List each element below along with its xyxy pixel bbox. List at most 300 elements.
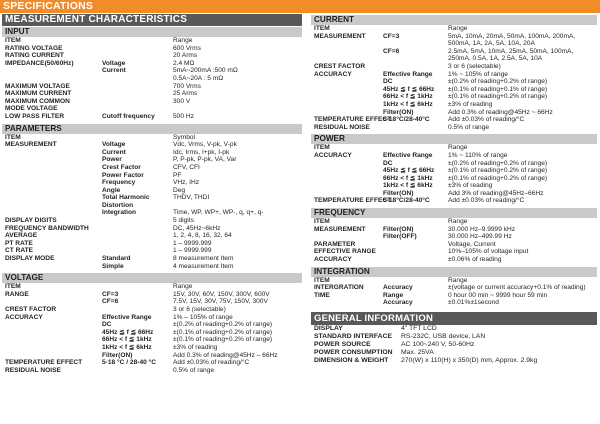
spec-row <box>311 124 597 132</box>
spec-condition: Standard <box>102 255 131 263</box>
spec-item: ITEM <box>314 25 330 32</box>
section-gap <box>311 131 597 133</box>
spec-value: 3 or 6 (selectable) <box>448 62 501 70</box>
spec-condition <box>102 105 173 113</box>
spec-value: THDV, THDI <box>173 194 210 202</box>
spec-condition <box>383 248 448 256</box>
spec-row <box>2 359 302 367</box>
spec-row <box>2 52 302 60</box>
spec-row <box>2 187 302 195</box>
spec-row <box>311 40 597 48</box>
spec-row <box>2 134 302 142</box>
spec-condition: CF=6 <box>383 47 400 55</box>
spec-condition: DC <box>383 78 393 86</box>
section-title: VOLTAGE <box>2 273 302 283</box>
spec-condition: Accuracy <box>383 299 413 307</box>
spec-row <box>311 248 597 256</box>
spec-value: Range <box>173 283 193 291</box>
spec-row <box>2 45 302 53</box>
spec-condition <box>383 218 448 226</box>
spec-value: Voltage, Current <box>448 240 496 248</box>
spec-condition <box>383 40 448 48</box>
spec-row <box>2 217 302 225</box>
spec-value: Deg <box>173 186 186 194</box>
spec-item: INTERGRATION <box>314 284 364 292</box>
spec-value: ±3% of reading <box>448 182 493 190</box>
spec-row <box>2 344 302 352</box>
spec-item <box>2 149 102 157</box>
spec-item <box>2 321 102 329</box>
spec-condition <box>383 124 448 132</box>
spec-item: RATING CURRENT <box>5 52 64 60</box>
spec-item: LOW PASS FILTER <box>5 112 65 120</box>
spec-row <box>311 101 597 109</box>
general-label: STANDARD INTERFACE <box>314 332 393 340</box>
spec-value: Idc, Irms, I+pk, I-pk <box>173 148 230 156</box>
spec-value: 15V, 30V, 60V, 150V, 300V, 600V <box>173 290 270 298</box>
spec-condition: 45Hz ≦ f ≦ 66Hz <box>383 167 435 175</box>
spec-item: EFFECTIVE RANGE <box>314 248 376 256</box>
spec-item <box>2 298 102 306</box>
spec-value: ±3% of reading <box>173 343 218 351</box>
spec-row <box>2 240 302 248</box>
spec-row <box>311 86 597 94</box>
general-value: Max. 25VA <box>401 348 434 356</box>
spec-item <box>2 179 102 187</box>
spec-item: ITEM <box>5 283 21 291</box>
spec-item: ITEM <box>314 218 330 226</box>
spec-item: ITEM <box>5 133 21 141</box>
spec-row <box>311 218 597 226</box>
spec-value: Range <box>173 37 193 44</box>
spec-value: P, P-pk, P-pk, VA, Var <box>173 156 237 164</box>
spec-row <box>2 283 302 291</box>
spec-value: 0.5% of range <box>173 366 215 374</box>
spec-row <box>311 226 597 234</box>
spec-condition <box>383 55 448 63</box>
spec-item <box>2 336 102 344</box>
spec-item: RATING VOLTAGE <box>5 44 63 52</box>
spec-item: RESIDUAL NOISE <box>314 123 370 131</box>
spec-value: 5mA~200mA :500 mΩ <box>173 67 238 75</box>
spec-row <box>311 182 597 190</box>
spec-item <box>311 48 383 56</box>
spec-value: 25 Arms <box>173 90 198 98</box>
spec-item: MAXIMUM COMMON <box>5 97 70 105</box>
spec-item: ITEM <box>5 37 21 44</box>
spec-condition: CF=3 <box>383 32 400 40</box>
spec-item <box>2 344 102 352</box>
spec-condition: 66Hz < f ≦ 1kHz <box>383 174 433 182</box>
spec-row <box>311 144 597 152</box>
spec-value: 250mA, 0.5A, 1A, 2.5A, 5A, 10A <box>448 55 543 63</box>
spec-item <box>2 164 102 172</box>
spec-value: 500mA, 1A, 2A, 5A, 10A, 20A <box>448 40 535 48</box>
spec-row <box>311 78 597 86</box>
spec-condition <box>383 256 448 264</box>
spec-value: ±(0.1% of reading+0.2% of range) <box>173 328 273 336</box>
left-sections <box>2 27 302 376</box>
spec-row <box>311 63 597 71</box>
spec-row <box>311 197 597 205</box>
section-input <box>2 27 302 123</box>
spec-row <box>2 149 302 157</box>
spec-item <box>311 101 383 109</box>
spec-value: ±(0.2% of reading+0.2% of range) <box>448 78 548 86</box>
spec-value: CFV, CFI <box>173 163 200 171</box>
spec-item <box>2 263 102 271</box>
spec-row <box>2 90 302 98</box>
general-rows <box>311 325 597 365</box>
spec-row <box>2 113 302 121</box>
spec-value: 0.5A~20A : 5 mΩ <box>173 74 224 82</box>
general-value: AC 100~240 V, 50-60Hz <box>401 340 475 348</box>
spec-row <box>311 256 597 264</box>
spec-item <box>311 86 383 94</box>
spec-value: 1 – 9999.999 <box>173 239 212 247</box>
spec-value: 30.000 Hz–499.99 Hz <box>448 233 512 241</box>
spec-item <box>311 190 383 198</box>
spec-condition: 1kHz < f ≦ 6kHz <box>102 343 152 351</box>
spec-condition: Voltage <box>102 141 126 149</box>
spec-item: ITEM <box>314 276 330 284</box>
spec-item: MAXIMUM VOLTAGE <box>5 82 70 90</box>
spec-condition: 5-18°C/28-40°C <box>383 197 430 205</box>
spec-value: 3 or 6 (selectable) <box>173 306 226 313</box>
spec-value: ±(0.1% of reading+0.2% of range) <box>173 336 273 344</box>
spec-item <box>2 67 102 75</box>
spec-row <box>311 284 597 292</box>
spec-value: 600 Vrms <box>173 44 201 52</box>
spec-row <box>2 321 302 329</box>
spec-value <box>173 105 302 113</box>
spec-value: Range <box>448 218 468 226</box>
spec-value: 500 Hz <box>173 112 194 120</box>
spec-row <box>311 277 597 285</box>
spec-condition: 66Hz < f ≦ 1kHz <box>383 93 433 101</box>
spec-value: Add ±0.03% of reading/°C <box>448 116 525 124</box>
spec-row <box>311 160 597 168</box>
spec-item <box>311 299 383 307</box>
spec-item: RANGE <box>5 290 29 298</box>
spec-row <box>2 367 302 375</box>
spec-value: Range <box>448 144 468 152</box>
spec-item <box>311 93 383 101</box>
spec-condition: 1kHz < f ≦ 6kHz <box>383 182 433 190</box>
spec-item <box>2 172 102 180</box>
spec-item <box>2 209 102 217</box>
spec-value: ±0.01%±1second <box>448 299 499 307</box>
specifications-banner: SPECIFICATIONS <box>0 0 600 13</box>
spec-item: CREST FACTOR <box>5 306 57 313</box>
section-gap <box>2 374 302 376</box>
spec-row <box>2 172 302 180</box>
spec-row <box>2 179 302 187</box>
spec-value: 4 measurement Item <box>173 262 234 270</box>
spec-item: TEMPERATURE EFFECT <box>314 197 392 205</box>
spec-value: 5 digits <box>173 217 194 225</box>
spec-row <box>2 232 302 240</box>
spec-condition: Crest Factor <box>102 163 141 171</box>
spec-condition <box>383 241 448 249</box>
spec-row <box>2 291 302 299</box>
general-label: DISPLAY <box>314 325 343 332</box>
spec-value: Add 0.3% of reading@45Hz ~ 66Hz <box>448 108 553 116</box>
spec-condition: Cutoff frequency <box>102 112 155 120</box>
spec-row <box>2 164 302 172</box>
spec-value: Add ±0.03% of reading/°C <box>448 197 525 205</box>
spec-value: 300 V <box>173 97 191 105</box>
spec-condition: 5-18 °C / 28-40 °C <box>102 359 157 367</box>
spec-condition: 45Hz ≦ f ≦ 66Hz <box>383 85 435 93</box>
spec-item <box>311 78 383 86</box>
spec-item <box>2 352 102 360</box>
spec-row <box>311 175 597 183</box>
spec-value: ±(0.1% of reading+0.2% of range) <box>448 174 548 182</box>
spec-row <box>2 255 302 263</box>
general-row <box>311 325 597 333</box>
spec-item: DISPLAY MODE <box>5 255 55 263</box>
spec-value: 8 measurement Item <box>173 255 234 263</box>
spec-item <box>311 175 383 183</box>
general-label: POWER SOURCE <box>314 340 371 348</box>
measurement-characteristics-title: MEASUREMENT CHARACTERISTICS <box>2 14 302 26</box>
section-frequency <box>311 208 597 266</box>
spec-condition: Current <box>102 148 126 156</box>
spec-condition: DC <box>383 159 393 167</box>
spec-row <box>2 298 302 306</box>
spec-item <box>311 160 383 168</box>
spec-condition <box>102 225 173 233</box>
spec-condition: Simple <box>102 262 124 270</box>
spec-value: 0 hour 00 min ~ 9999 hour 59 min <box>448 291 548 299</box>
spec-value: Add 0.3% of reading@45Hz – 66Hz <box>173 351 278 359</box>
spec-row <box>311 33 597 41</box>
spec-value: Symbol <box>173 133 195 141</box>
spec-value: ±(0.2% of reading+0.2% of range) <box>448 159 548 167</box>
spec-condition: Power <box>102 156 122 164</box>
spec-row <box>311 152 597 160</box>
spec-condition <box>102 83 173 91</box>
spec-value: Range <box>448 25 468 32</box>
spec-condition: 1kHz < f ≦ 6kHz <box>383 100 433 108</box>
section-title: INTEGRATION <box>311 267 597 277</box>
spec-row <box>311 292 597 300</box>
spec-condition: Effective Range <box>383 151 433 159</box>
spec-condition <box>383 144 448 152</box>
spec-row <box>2 329 302 337</box>
general-value: RS-232C, USB device, LAN <box>401 332 486 340</box>
spec-row <box>2 314 302 322</box>
spec-row <box>2 75 302 83</box>
general-label: DIMENSION & WEIGHT <box>314 356 389 364</box>
spec-value: 700 Vrms <box>173 82 201 90</box>
general-label: POWER CONSUMPTION <box>314 348 393 356</box>
spec-row <box>2 60 302 68</box>
spec-condition: Filter(ON) <box>383 225 414 233</box>
spec-value: 2.5mA, 5mA, 10mA, 25mA, 50mA, 100mA, <box>448 47 574 55</box>
spec-row <box>2 98 302 106</box>
spec-item: AVERAGE <box>5 232 38 240</box>
spec-condition <box>383 63 448 71</box>
general-row <box>311 333 597 341</box>
spec-value: DC, 45Hz~6kHz <box>173 224 221 232</box>
spec-row <box>2 247 302 255</box>
spec-item: MODE VOLTAGE <box>5 105 58 113</box>
spec-value: ±(0.2% of reading+0.2% of range) <box>173 321 273 329</box>
spec-item <box>311 40 383 48</box>
spec-value: 2.4 MΩ <box>173 59 195 67</box>
spec-value: ±(0.1% of reading+0.2% of range) <box>448 167 548 175</box>
spec-condition: Current <box>102 67 126 75</box>
spec-item <box>311 109 383 117</box>
spec-value: 1 – 9999.999 <box>173 247 212 255</box>
spec-item: PARAMETER <box>314 240 356 248</box>
spec-value: 1, 2, 4, 8, 16, 32, 64 <box>173 232 232 240</box>
spec-row <box>2 156 302 164</box>
spec-condition: CF=6 <box>102 298 119 306</box>
spec-item <box>2 75 102 83</box>
general-value: 4" TFT LCD <box>401 325 437 332</box>
spec-value: 0.5% of range <box>448 123 490 131</box>
spec-condition: Effective Range <box>102 313 152 321</box>
spec-condition: Effective Range <box>383 70 433 78</box>
section-integration <box>311 267 597 309</box>
general-information <box>311 312 597 365</box>
spec-item: FREQUENCY BANDWIDTH <box>5 224 89 232</box>
spec-row <box>311 93 597 101</box>
spec-row <box>311 55 597 63</box>
right-sections <box>311 15 597 309</box>
spec-row <box>311 25 597 33</box>
section-parameters <box>2 124 302 273</box>
general-value: 270(W) x 110(H) x 350(D) mm, Approx. 2.9kg <box>401 356 538 364</box>
spec-row <box>2 37 302 45</box>
section-current <box>311 15 597 133</box>
spec-value: 10%–105% of voltage input <box>448 248 529 256</box>
spec-item <box>311 55 383 63</box>
spec-item: ACCURACY <box>314 151 352 159</box>
spec-item <box>2 187 102 195</box>
section-voltage <box>2 273 302 376</box>
spec-row <box>2 194 302 202</box>
spec-value: Add ±0.03% of reading/°C <box>173 359 250 367</box>
spec-value: Vdc, Vrms, V-pk, V-pk <box>173 141 237 149</box>
section-title: FREQUENCY <box>311 208 597 218</box>
section-title: INPUT <box>2 27 302 37</box>
spec-item: MEASUREMENT <box>314 225 366 233</box>
spec-row <box>311 233 597 241</box>
spec-row <box>2 83 302 91</box>
spec-value: ±(voltage or current accuracy+0.1% of reading) <box>448 284 586 292</box>
spec-condition <box>383 277 448 285</box>
spec-value: Add 3% of reading@45Hz–66Hz <box>448 189 544 197</box>
spec-condition <box>102 52 173 60</box>
spec-condition <box>102 37 173 45</box>
spec-item: RESIDUAL NOISE <box>5 366 61 374</box>
spec-item: MEASUREMENT <box>5 141 57 149</box>
spec-row <box>311 116 597 124</box>
spec-condition <box>102 247 173 255</box>
spec-row <box>311 167 597 175</box>
spec-row <box>2 263 302 271</box>
spec-item: CREST FACTOR <box>314 62 366 70</box>
spec-condition: Voltage <box>102 59 126 67</box>
spec-value: 5mA, 10mA, 20mA, 50mA, 100mA, 200mA, <box>448 32 576 40</box>
spec-condition <box>102 134 173 142</box>
spec-item <box>2 329 102 337</box>
spec-item: TIME <box>314 291 330 299</box>
general-row <box>311 357 597 365</box>
spec-item <box>2 202 102 210</box>
section-gap <box>311 205 597 207</box>
spec-item: DISPLAY DIGITS <box>5 217 57 225</box>
section-gap <box>311 264 597 266</box>
general-information-title: GENERAL INFORMATION <box>311 312 597 325</box>
spec-condition <box>102 306 173 314</box>
spec-row <box>2 67 302 75</box>
spec-condition: Range <box>383 291 404 299</box>
spec-condition: Total Harmonic <box>102 194 150 202</box>
general-row <box>311 349 597 357</box>
spec-condition: 5-18°C/28-40°C <box>383 116 430 124</box>
spec-condition <box>102 232 173 240</box>
spec-row <box>2 105 302 113</box>
spec-item: MAXIMUM CURRENT <box>5 90 72 98</box>
spec-item: ACCURACY <box>314 70 352 78</box>
spec-condition <box>102 90 173 98</box>
spec-condition: Integration <box>102 209 137 217</box>
spec-row <box>311 299 597 307</box>
spec-row <box>2 202 302 210</box>
spec-row <box>2 141 302 149</box>
spec-condition: Accuracy <box>383 284 413 292</box>
spec-value: 1% ~ 110% of range <box>448 151 508 159</box>
spec-value: 20 Arms <box>173 52 198 60</box>
spec-item: ACCURACY <box>314 256 352 264</box>
spec-row <box>311 71 597 79</box>
spec-condition <box>102 367 173 375</box>
spec-condition: Distortion <box>102 201 134 209</box>
spec-condition: Power Factor <box>102 171 144 179</box>
section-power <box>311 134 597 207</box>
spec-item: ACCURACY <box>5 313 43 321</box>
spec-condition: DC <box>102 321 112 329</box>
spec-row <box>2 336 302 344</box>
spec-item: MEASUREMENT <box>314 32 366 40</box>
spec-condition: 45Hz ≦ f ≦ 66Hz <box>102 328 154 336</box>
spec-item: ITEM <box>314 144 330 152</box>
spec-value: ±(0.1% of reading+0.2% of range) <box>448 93 548 101</box>
general-row <box>311 341 597 349</box>
section-title: PARAMETERS <box>2 124 302 134</box>
spec-item <box>2 156 102 164</box>
spec-item: TEMPERATURE EFFECT <box>314 116 392 124</box>
spec-condition <box>102 98 173 106</box>
spec-condition: CF=3 <box>102 290 119 298</box>
spec-condition: Filter(ON) <box>383 189 414 197</box>
spec-value <box>173 202 302 210</box>
spec-condition: Filter(ON) <box>102 351 133 359</box>
spec-item: PT RATE <box>5 239 33 247</box>
left-column <box>2 14 302 376</box>
spec-item <box>2 194 102 202</box>
spec-item: CT RATE <box>5 247 34 255</box>
spec-value: 30.000 Hz–9.9999 kHz <box>448 225 516 233</box>
spec-condition: Frequency <box>102 179 136 187</box>
spec-value: ±0.06% of reading <box>448 256 502 264</box>
spec-row <box>2 209 302 217</box>
